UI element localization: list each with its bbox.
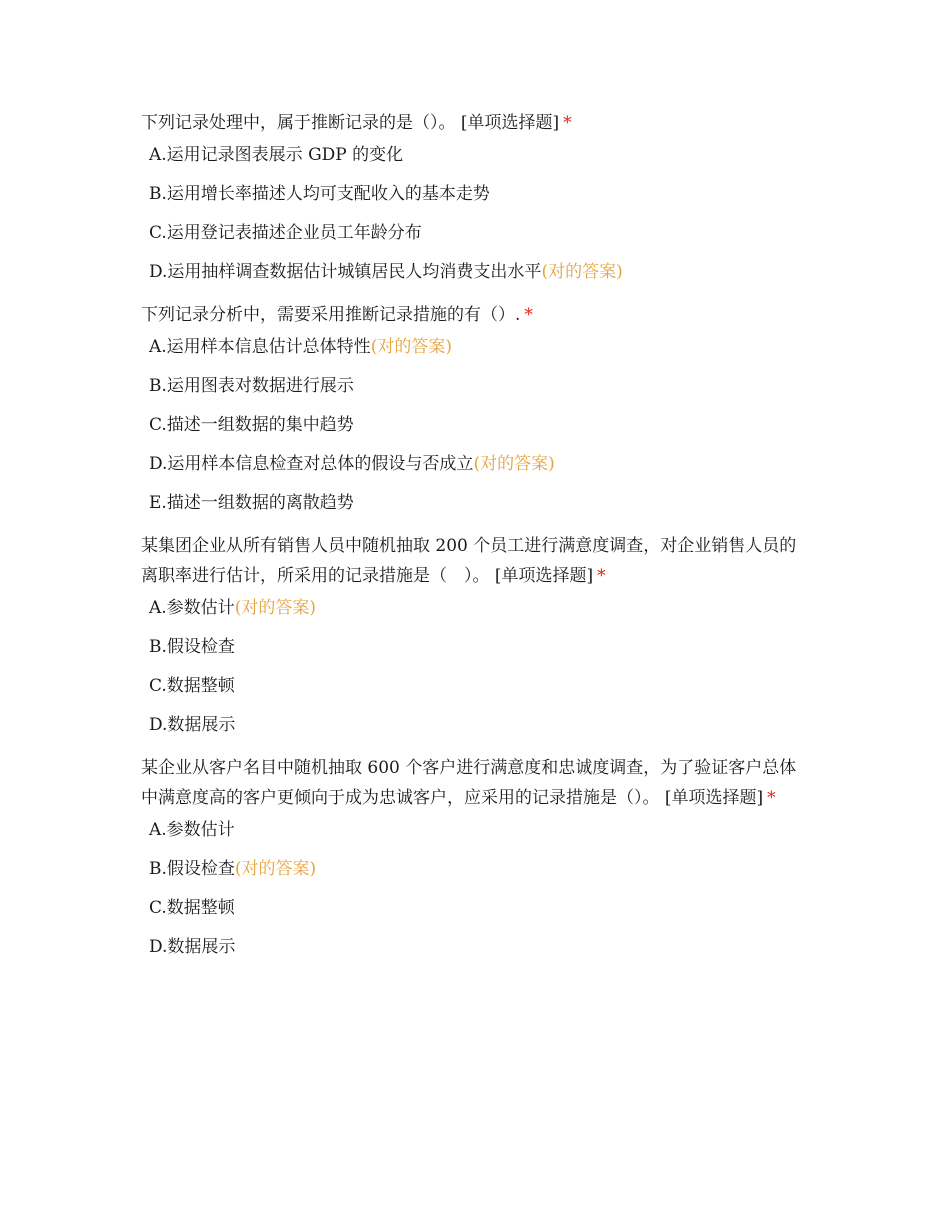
option-a <box>149 597 811 620</box>
option-a <box>149 336 811 359</box>
option-c <box>149 675 811 698</box>
question-text: 下列记录分析中，需要采用推断记录措施的有（）. <box>141 305 521 325</box>
correct-answer-mark: (对的答案) <box>234 598 316 618</box>
question-title <box>141 108 811 138</box>
correct-answer-mark: (对的答案) <box>473 454 555 474</box>
question-4 <box>141 753 811 959</box>
option-text: B.运用图表对数据进行展示 <box>149 376 354 396</box>
required-mark: * <box>524 305 533 325</box>
required-mark: * <box>563 113 572 133</box>
option-c <box>149 414 811 437</box>
question-1 <box>141 108 811 284</box>
option-d <box>149 453 811 476</box>
correct-answer-mark: (对的答案) <box>370 337 452 357</box>
correct-answer-mark: (对的答案) <box>234 859 317 879</box>
option-text: D.运用样本信息检查对总体的假设与否成立 <box>149 454 474 474</box>
option-b <box>149 858 811 881</box>
option-text: C.运用登记表描述企业员工年龄分布 <box>149 223 422 243</box>
option-e <box>149 492 811 515</box>
option-text: C.数据整顿 <box>149 898 235 918</box>
question-text: 某企业从客户名目中随机抽取 600 个客户进行满意度和忠诚度调查，为了验证客户总体中满意度高的客户更倾向于成为忠诚客户，应采用的记录措施是（）。 [单项选择题] <box>141 758 797 808</box>
question-text: 某集团企业从所有销售人员中随机抽取 200 个员工进行满意度调查，对企业销售人员的离职率进行估计，所采用的记录措施是（ ）。 [单项选择题] <box>141 536 797 586</box>
option-b <box>149 375 811 398</box>
option-text: D.数据展示 <box>149 715 236 735</box>
question-3 <box>141 531 811 737</box>
option-text: D.运用抽样调查数据估计城镇居民人均消费支出水平 <box>149 262 542 282</box>
option-b <box>149 636 811 659</box>
question-title <box>141 531 811 591</box>
option-text: C.数据整顿 <box>149 676 235 696</box>
required-mark: * <box>767 788 776 808</box>
question-title <box>141 753 811 813</box>
question-title <box>141 300 811 330</box>
option-d <box>149 936 811 959</box>
option-text: A.运用样本信息估计总体特性 <box>149 337 371 357</box>
option-a <box>149 819 811 842</box>
option-text: D.数据展示 <box>149 937 236 957</box>
option-text: B.运用增长率描述人均可支配收入的基本走势 <box>149 184 490 204</box>
option-d <box>149 714 811 737</box>
option-text: A.参数估计 <box>149 820 235 840</box>
option-text: A.参数估计 <box>149 598 235 618</box>
question-text: 下列记录处理中，属于推断记录的是（）。 [单项选择题] <box>141 113 560 133</box>
option-d <box>149 261 811 284</box>
option-a <box>149 144 811 167</box>
option-c <box>149 897 811 920</box>
option-text: B.假设检查 <box>149 859 235 879</box>
option-text: C.描述一组数据的集中趋势 <box>149 415 354 435</box>
option-c <box>149 222 811 245</box>
option-b <box>149 183 811 206</box>
option-text: A.运用记录图表展示 GDP 的变化 <box>149 145 404 165</box>
question-2 <box>141 300 811 515</box>
correct-answer-mark: (对的答案) <box>541 262 623 282</box>
question-list <box>141 108 811 975</box>
option-text: B.假设检查 <box>149 637 235 657</box>
required-mark: * <box>597 566 606 586</box>
option-text: E.描述一组数据的离散趋势 <box>149 493 354 513</box>
